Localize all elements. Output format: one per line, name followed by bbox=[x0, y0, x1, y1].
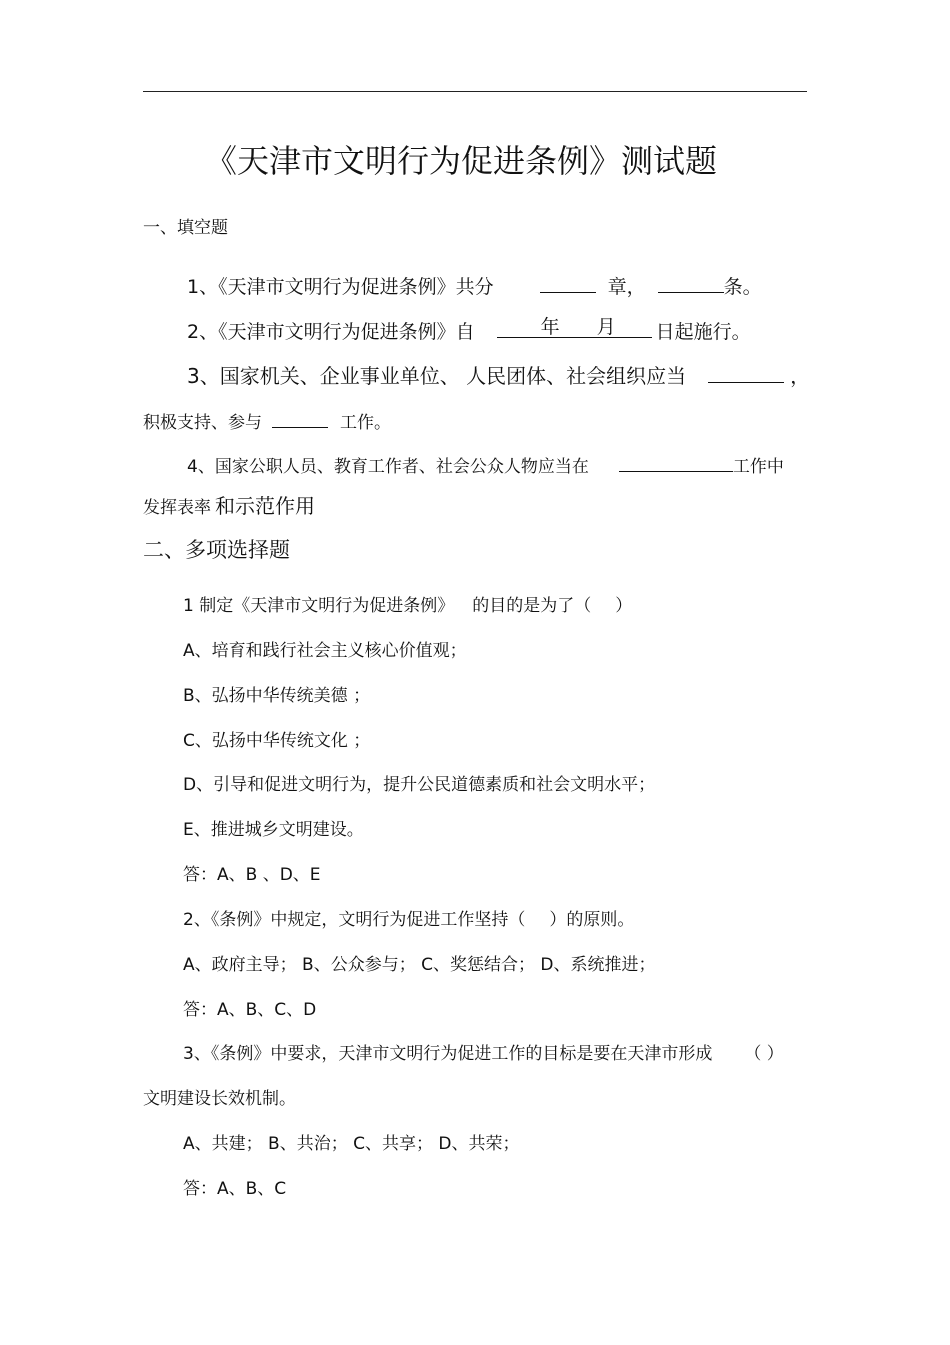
mc-question-3-stem bbox=[183, 1046, 784, 1063]
q1-blank-articles bbox=[658, 273, 724, 293]
q2-end: 日起施行。 bbox=[655, 321, 751, 343]
mc1-stem-a: 1 制定《天津市文明行为促进条例》 bbox=[183, 596, 455, 616]
fill-question-4-line2 bbox=[143, 496, 315, 517]
fill-question-3-line1 bbox=[187, 362, 810, 386]
mc3-options: A、共建； B、共治； C、共享； D、共荣； bbox=[183, 1134, 520, 1154]
mc3-stem-b: （ ） bbox=[744, 1044, 784, 1064]
fill-question-1 bbox=[187, 273, 762, 297]
q3-line1: 3、国家机关、企业事业单位、 人民团体、社会组织应当 bbox=[187, 364, 687, 388]
mc3-stem-line2: 文明建设长效机制。 bbox=[143, 1089, 296, 1109]
mc2-stem-b: ）的原则。 bbox=[549, 910, 635, 930]
q1-text: 1、《天津市文明行为促进条例》共分 bbox=[187, 276, 494, 298]
section-multiple-choice-heading: 二、多项选择题 bbox=[143, 538, 290, 562]
q2-month: 月 bbox=[596, 316, 616, 338]
fill-question-3-line2 bbox=[143, 410, 391, 432]
mc1-stem-b: 的目的是为了（ bbox=[472, 596, 592, 616]
mc1-option-c: C、弘扬中华传统文化 ； bbox=[183, 731, 371, 751]
q4-line1: 4、国家公职人员、教育工作者、社会公众人物应当在 bbox=[187, 457, 589, 477]
fill-question-4-line1 bbox=[187, 454, 784, 476]
q1-blank-chapters bbox=[540, 273, 596, 293]
mc1-answer: 答：A、B 、D、E bbox=[183, 865, 321, 885]
q3-line2b: 工作。 bbox=[340, 413, 391, 433]
q3-line2a: 积极支持、参与 bbox=[143, 413, 262, 433]
mc2-stem-a: 2、《条例》中规定，文明行为促进工作坚持（ bbox=[183, 910, 526, 930]
mc2-answer: 答：A、B、C、D bbox=[183, 1000, 317, 1020]
q1-end: 条。 bbox=[723, 276, 762, 298]
fill-question-2 bbox=[187, 318, 751, 342]
mc1-option-e: E、推进城乡文明建设。 bbox=[183, 820, 364, 840]
q2-date-blank bbox=[497, 318, 652, 338]
q3-blank-2 bbox=[272, 410, 328, 428]
mc1-stem-c: ） bbox=[615, 596, 633, 616]
document-title: 《天津市文明行为促进条例》测试题 bbox=[205, 142, 718, 180]
mc1-option-b: B、弘扬中华传统美德 ； bbox=[183, 686, 371, 706]
q4-line2b: 和示范作用 bbox=[215, 494, 315, 518]
mc1-option-d: D、引导和促进文明行为，提升公民道德素质和社会文明水平； bbox=[183, 775, 656, 795]
q4-blank bbox=[619, 454, 733, 472]
mc3-stem-a: 3、《条例》中要求，天津市文明行为促进工作的目标是要在天津市形成 bbox=[183, 1044, 713, 1064]
mc-question-1-stem bbox=[183, 598, 632, 615]
q1-mid: 章， bbox=[607, 276, 646, 298]
mc2-options: A、政府主导； B、公众参与； C、奖惩结合； D、系统推进； bbox=[183, 955, 656, 975]
mc-question-2-stem bbox=[183, 912, 634, 929]
q2-text: 2、《天津市文明行为促进条例》自 bbox=[187, 321, 475, 343]
q3-blank-1 bbox=[708, 362, 784, 383]
q4-end: 工作中 bbox=[732, 457, 784, 477]
header-rule bbox=[143, 91, 807, 92]
section-fill-blank-heading: 一、填空题 bbox=[143, 218, 228, 238]
q2-year: 年 bbox=[540, 316, 560, 338]
q4-line2a: 发挥表率 bbox=[143, 498, 211, 518]
q3-comma: ， bbox=[790, 364, 811, 388]
mc3-answer: 答：A、B、C bbox=[183, 1179, 287, 1199]
mc1-option-a: A、培育和践行社会主义核心价值观； bbox=[183, 641, 467, 661]
